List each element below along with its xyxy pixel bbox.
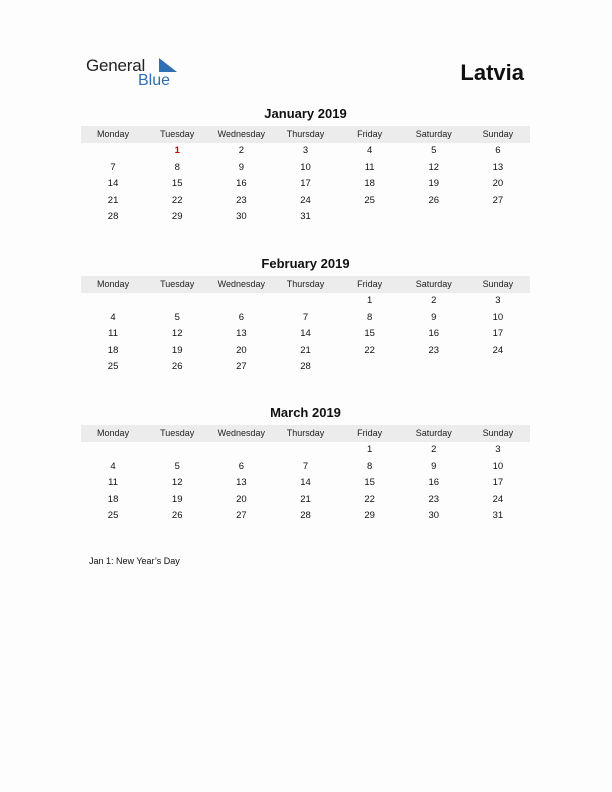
day-cell: 6 [495,145,501,156]
day-cell: 17 [492,328,504,340]
day-cell: 23 [428,493,440,505]
day-cell: 1 [366,444,373,455]
day-cell: 10 [300,161,311,173]
day-cell: 20 [236,493,247,505]
day-cell: 13 [236,477,247,489]
day-cell: 8 [366,460,373,472]
day-cell: 4 [366,145,373,156]
day-cell: 3 [495,295,501,306]
day-cell: 28 [107,211,119,223]
day-cell [209,293,273,310]
weekday-header: Thursday [286,428,325,438]
weekday-header: Saturday [415,428,452,438]
day-cell: 18 [364,178,375,190]
day-cell: 4 [110,460,116,472]
holiday-note: Jan 1: New Year’s Day [89,556,180,566]
weekday-header: Friday [357,129,383,139]
week-row [81,508,530,525]
weekday-header: Monday [97,279,130,289]
day-cell: 19 [428,178,440,190]
week-row [81,160,530,177]
day-cell: 26 [171,510,183,522]
day-cell: 18 [107,344,119,356]
weekday-header: Wednesday [217,428,266,438]
day-cell: 20 [236,344,247,356]
week-row [81,193,530,210]
day-cell [466,209,530,226]
weekday-header: Sunday [482,428,514,438]
day-cell: 14 [300,477,311,489]
day-cell: 5 [174,311,180,323]
day-cell: 11 [364,161,375,173]
day-cell: 8 [174,161,180,173]
day-cell: 2 [238,145,244,156]
day-cell [81,143,145,160]
day-cell: 22 [171,194,183,206]
day-cell [145,442,209,459]
day-cell: 19 [171,344,183,356]
day-cell: 31 [300,211,311,223]
week-row [81,293,530,310]
day-cell [273,442,337,459]
day-cell: 24 [492,344,504,356]
day-cell: 10 [492,460,504,472]
day-cell [209,442,273,459]
week-row [81,310,530,327]
week-row [81,359,530,376]
day-cell [466,359,530,376]
day-cell: 19 [171,493,183,505]
month-title: February 2019 [261,256,350,271]
week-row [81,475,530,492]
day-cell: 4 [110,311,116,323]
month-january [81,106,530,226]
weekday-header: Saturday [415,129,452,139]
day-cell: 9 [238,161,244,173]
day-cell: 27 [236,510,247,522]
weekday-header: Saturday [415,279,452,289]
day-cell: 16 [236,178,247,190]
day-cell [145,293,209,310]
day-cell [402,359,466,376]
day-cell: 15 [364,477,375,489]
weekday-header: Tuesday [160,428,195,438]
day-cell: 1 [174,145,180,156]
month-title: March 2019 [270,405,341,420]
day-cell: 7 [302,460,309,472]
day-cell: 8 [366,311,373,323]
day-cell: 3 [495,444,501,455]
day-cell: 14 [107,178,119,190]
month-title: January 2019 [264,106,347,121]
day-cell: 28 [300,361,311,373]
day-cell: 12 [171,328,183,340]
holiday-notes [89,556,180,566]
day-cell: 25 [364,194,375,206]
day-cell: 28 [300,510,311,522]
day-cell: 25 [107,510,119,522]
weekday-header: Monday [97,129,130,139]
day-cell: 6 [238,460,244,472]
day-cell: 15 [364,328,375,340]
weekday-header: Thursday [286,129,325,139]
weekday-header-row [81,126,530,143]
weekday-header-row [81,276,530,293]
day-cell: 5 [431,145,437,156]
week-row [81,143,530,160]
weekday-header: Sunday [482,279,514,289]
day-cell: 21 [300,493,311,505]
day-cell: 24 [300,194,311,206]
day-cell: 26 [428,194,440,206]
logo-general-text: General [86,56,146,75]
day-cell [81,293,145,310]
day-cell: 16 [428,477,440,489]
day-cell: 9 [431,311,437,323]
day-cell: 17 [492,477,504,489]
day-cell: 1 [366,295,373,306]
weekday-header: Wednesday [217,129,266,139]
week-row [81,326,530,343]
weekday-header: Wednesday [217,279,266,289]
day-cell: 15 [171,178,183,190]
month-march [81,405,530,525]
day-cell: 21 [107,194,119,206]
weekday-header: Monday [97,428,130,438]
day-cell: 13 [492,161,504,173]
day-cell: 21 [300,344,311,356]
day-cell [338,209,402,226]
day-cell: 26 [171,361,183,373]
weekday-header: Sunday [482,129,514,139]
week-row [81,176,530,193]
day-cell [402,209,466,226]
weekday-header: Tuesday [160,279,195,289]
day-cell: 6 [238,311,244,323]
day-cell: 22 [364,493,375,505]
day-cell [81,442,145,459]
day-cell: 3 [302,145,309,156]
day-cell: 16 [428,328,440,340]
weekday-header-row [81,425,530,442]
day-cell: 5 [174,460,180,472]
day-cell: 17 [300,178,311,190]
day-cell: 24 [492,493,504,505]
week-row [81,459,530,476]
day-cell: 12 [428,161,440,173]
week-row [81,209,530,226]
month-february [81,256,530,376]
logo [86,56,196,92]
day-cell: 30 [236,211,247,223]
day-cell: 27 [492,194,504,206]
day-cell: 22 [364,344,375,356]
day-cell: 13 [236,328,247,340]
day-cell [338,359,402,376]
day-cell: 11 [108,328,118,340]
day-cell [273,293,337,310]
day-cell: 27 [236,361,247,373]
weekday-header: Friday [357,428,383,438]
logo-blue-text: Blue [138,72,171,89]
weekday-header: Tuesday [160,129,195,139]
country-title: Latvia [460,60,524,85]
day-cell: 12 [171,477,183,489]
week-row [81,343,530,360]
day-cell: 18 [107,493,119,505]
day-cell: 7 [302,311,309,323]
day-cell: 29 [364,510,375,522]
day-cell: 20 [492,178,504,190]
day-cell: 30 [428,510,440,522]
day-cell: 2 [431,295,437,306]
week-row [81,492,530,509]
weekday-header: Thursday [286,279,325,289]
day-cell: 23 [428,344,440,356]
day-cell: 25 [107,361,119,373]
day-cell: 7 [110,161,116,173]
day-cell: 29 [171,211,183,223]
week-row [81,442,530,459]
day-cell: 10 [492,311,504,323]
day-cell: 14 [300,328,311,340]
weekday-header: Friday [357,279,383,289]
day-cell: 23 [236,194,247,206]
day-cell: 2 [431,444,437,455]
day-cell: 31 [492,510,504,522]
day-cell: 9 [431,460,437,472]
day-cell: 11 [108,477,118,489]
